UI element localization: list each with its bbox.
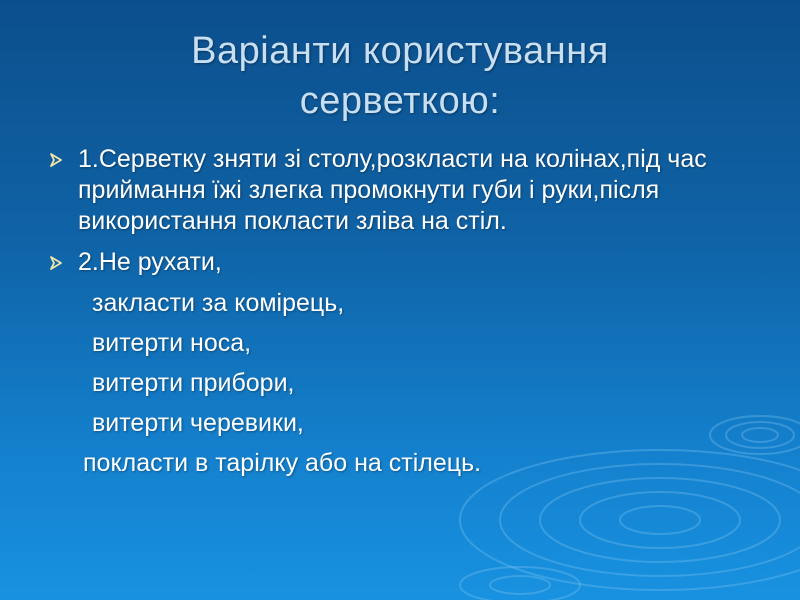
slide-title xyxy=(100,26,700,126)
bullet-text: 2.Не рухати, xyxy=(78,248,222,276)
slide-content xyxy=(48,144,748,488)
slide-title-line-1: Варіанти користування xyxy=(191,30,609,72)
sub-line-1: закласти за комірець, xyxy=(92,289,345,317)
sub-line-last: покласти в тарілку або на стілець. xyxy=(83,449,482,477)
sub-line-2: витерти носа, xyxy=(92,329,252,357)
sub-line-3: витерти прибори, xyxy=(92,369,295,397)
slide-title-line-2: серветкою: xyxy=(299,80,501,122)
bullet-item-1 xyxy=(48,144,748,237)
bullet-text: 1.Серветку зняти зі столу,розкласти на колінах,під час приймання їжі злегка промокнути губи і руки,після використання покласти зліва на стіл. xyxy=(78,145,707,235)
sub-line-4: витерти черевики, xyxy=(92,409,304,437)
bullet-item-2 xyxy=(48,247,748,278)
arrow-bullet-icon xyxy=(48,152,64,168)
arrow-bullet-icon xyxy=(48,255,64,271)
